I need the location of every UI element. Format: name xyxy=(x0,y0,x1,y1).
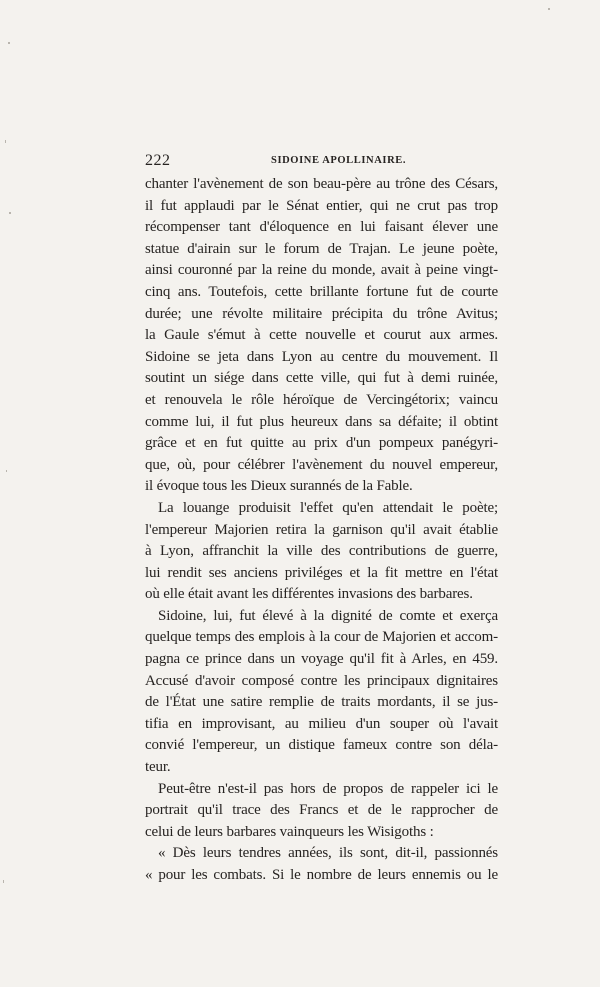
text-line: chanter l'avènement de son beau-père au trône des Césars, xyxy=(145,176,498,192)
text-line: l'empereur Majorien retira la garnison qu'il avait établie xyxy=(145,521,498,538)
text-line: Peut-être n'est-il pas hors de propos de rappeler ici le xyxy=(158,780,498,797)
text-line: et renouvela le rôle héroïque de Vercingétorix; vaincu xyxy=(145,391,498,408)
text-line: grâce et en fut quitte au prix d'un pompeux panégyri- xyxy=(145,435,498,452)
text-line: soutint un siége dans cette ville, qui fut à demi ruinée, xyxy=(145,370,498,387)
text-line: de l'État une satire remplie de traits mordants, il se jus- xyxy=(145,694,498,711)
text-line: ainsi couronné par la reine du monde, avait à peine vingt- xyxy=(145,262,498,279)
text-line: tifia en improvisant, au milieu d'un souper où l'avait xyxy=(145,715,498,732)
text-line: Accusé d'avoir composé contre les principaux dignitaires xyxy=(145,672,498,689)
text-line: la Gaule s'émut à cette nouvelle et courut aux armes. xyxy=(145,327,498,344)
scan-speck xyxy=(3,880,4,883)
text-line: Sidoine se jeta dans Lyon au centre du mouvement. Il xyxy=(145,348,498,365)
text-line: La louange produisit l'effet qu'en attendait le poète; xyxy=(158,499,498,516)
text-line: quelque temps des emplois à la cour de Majorien et accom- xyxy=(145,629,498,646)
scan-speck xyxy=(8,42,10,44)
scan-speck xyxy=(5,140,6,143)
text-line: durée; une révolte militaire précipita du trône Avitus; xyxy=(145,305,498,322)
text-line: convié l'empereur, un distique fameux contre son déla- xyxy=(145,737,498,754)
text-line: Sidoine, lui, fut élevé à la dignité de comte et exerça xyxy=(158,607,498,624)
text-line: comme lui, il fut plus heureux dans sa défaite; il obtint xyxy=(145,413,498,430)
text-line: portrait qu'il trace des Francs et de le rapprocher de xyxy=(145,802,498,819)
text-line: cinq ans. Toutefois, cette brillante fortune fut de courte xyxy=(145,283,498,300)
text-line: à Lyon, affranchit la ville des contributions de guerre, xyxy=(145,543,498,560)
text-line: lui rendit ses anciens priviléges et la fit mettre en l'état xyxy=(145,564,498,581)
text-line: « Dès leurs tendres années, ils sont, dit-il, passionnés xyxy=(158,845,498,862)
text-line: « pour les combats. Si le nombre de leurs ennemis ou le xyxy=(145,867,498,883)
text-line: pagna ce prince dans un voyage qu'il fit à Arles, en 459. xyxy=(145,651,498,668)
text-line: récompenser tant d'éloquence en lui faisant élever une xyxy=(145,219,498,236)
text-line: celui de leurs barbares vainqueurs les Wisigoths : xyxy=(145,823,434,840)
text-line: il évoque tous les Dieux surannés de la Fable. xyxy=(145,478,413,495)
text-line: statue d'airain sur le forum de Trajan. Le jeune poète, xyxy=(145,240,498,257)
body-text xyxy=(145,174,498,887)
scan-speck xyxy=(6,470,7,472)
text-line: que, où, pour célébrer l'avènement du nouvel empereur, xyxy=(145,456,498,473)
running-head: SIDOINE APOLLINAIRE. xyxy=(271,155,407,166)
text-line: il fut applaudi par le Sénat entier, qui ne crut pas trop xyxy=(145,197,498,214)
scan-speck xyxy=(9,212,11,214)
text-line: où elle était avant les différentes invasions des barbares. xyxy=(145,586,473,603)
text-line: teur. xyxy=(145,759,171,776)
page-header xyxy=(145,152,497,172)
scan-speck xyxy=(548,8,550,10)
page-number: 222 xyxy=(145,152,171,169)
